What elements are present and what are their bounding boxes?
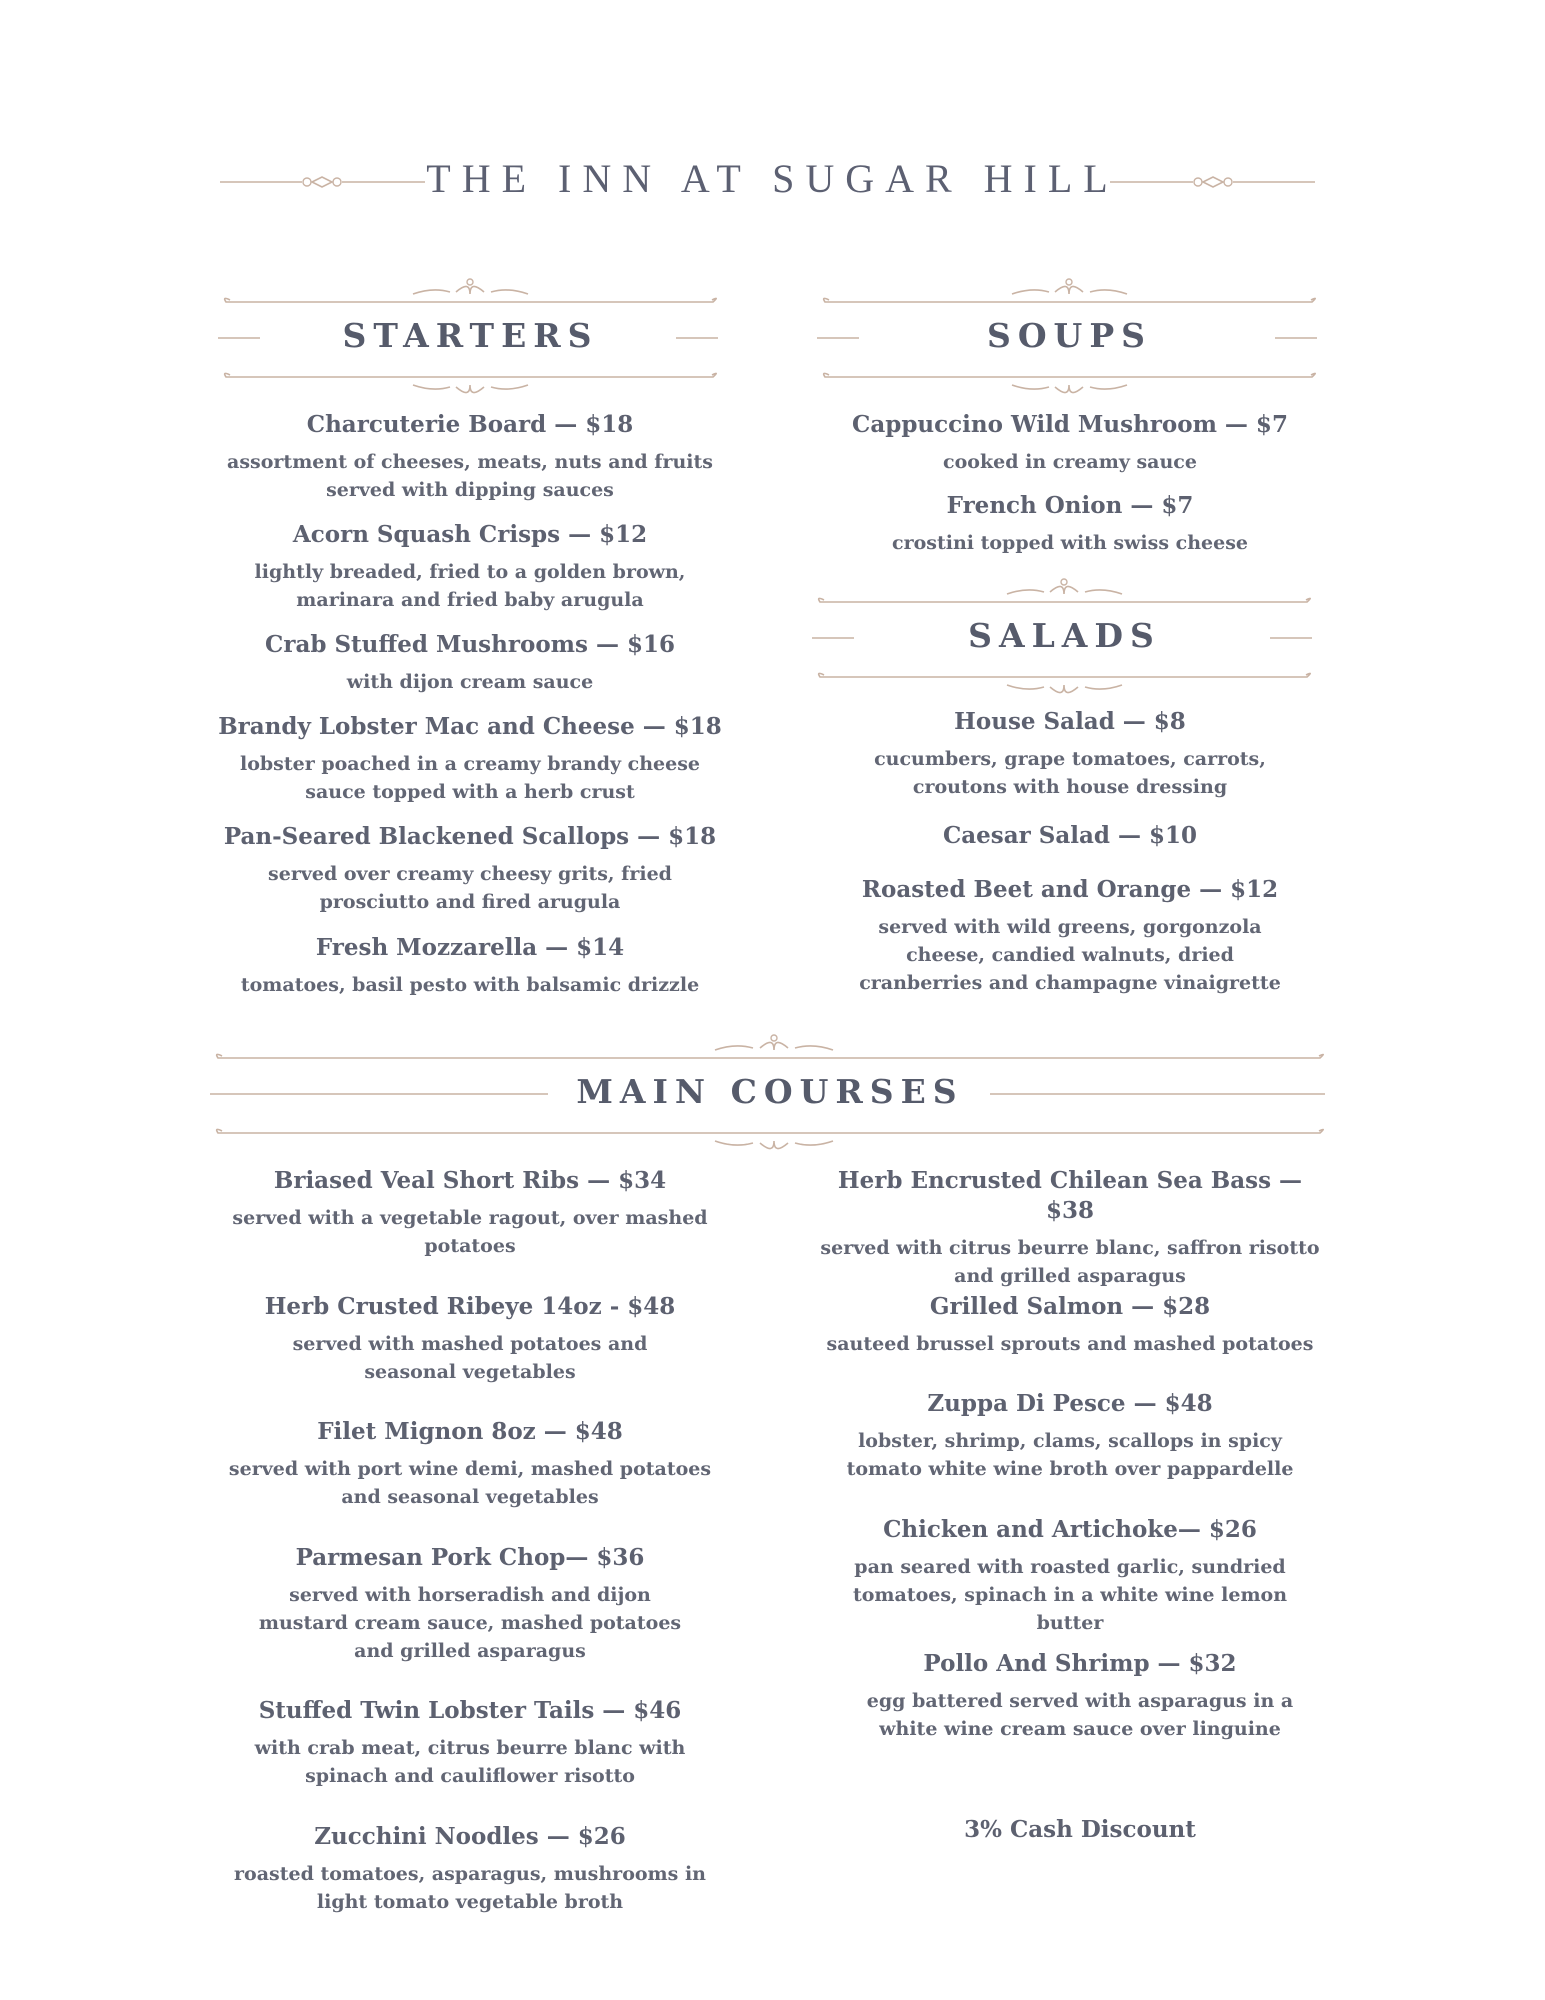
- item-description: assortment of cheeses, meats, nuts and fruits served with dipping sauces: [227, 451, 713, 501]
- item-description: served with port wine demi, mashed potatoes and seasonal vegetables: [228, 1458, 712, 1508]
- item-name: Zuppa Di Pesce — $48: [927, 1390, 1213, 1417]
- menu-item: [810, 491, 1330, 557]
- item-description: roasted tomatoes, asparagus, mushrooms in light tomato vegetable broth: [234, 1863, 706, 1913]
- item-name: Herb Crusted Ribeye 14oz - $48: [264, 1293, 676, 1320]
- menu-item: [210, 520, 730, 614]
- menu-item: [215, 1166, 725, 1260]
- menu-item: [215, 1543, 725, 1665]
- item-description: served with mashed potatoes and seasonal vegetables: [292, 1333, 648, 1383]
- menu-item: [810, 1292, 1330, 1358]
- item-description: served with horseradish and dijon mustard cream sauce, mashed potatoes and grilled asparagus: [258, 1584, 682, 1662]
- item-description: sauteed brussel sprouts and mashed potatoes: [826, 1333, 1314, 1355]
- item-description: pan seared with roasted garlic, sundried tomatoes, spinach in a white wine lemon butter: [852, 1556, 1288, 1634]
- menu-item: [810, 875, 1330, 997]
- menu-item: [820, 1649, 1340, 1743]
- menu-item: [215, 1292, 725, 1386]
- item-description: tomatoes, basil pesto with balsamic drizzle: [240, 974, 700, 996]
- menu-item: [215, 1417, 725, 1511]
- item-name: Acorn Squash Crisps — $12: [292, 521, 648, 548]
- item-name: French Onion — $7: [946, 492, 1194, 519]
- menu-item: [810, 1166, 1330, 1290]
- main-courses-heading: MAIN COURSES: [576, 1072, 964, 1111]
- title-right-flourish: [1110, 172, 1315, 192]
- item-name: House Salad — $8: [954, 708, 1186, 735]
- item-name: Herb Encrusted Chilean Sea Bass — $38: [837, 1167, 1303, 1224]
- item-description: lightly breaded, fried to a golden brown, marinara and fried baby arugula: [254, 561, 686, 611]
- item-description: served over creamy cheesy grits, fried prosciutto and fired arugula: [268, 863, 672, 913]
- menu-item: [810, 707, 1330, 801]
- item-name: Brandy Lobster Mac and Cheese — $18: [218, 713, 722, 740]
- menu-item: [810, 821, 1330, 851]
- item-description: served with a vegetable ragout, over mashed potatoes: [232, 1207, 708, 1257]
- salads-heading: SALADS: [968, 616, 1161, 655]
- item-description: egg battered served with asparagus in a white wine cream sauce over linguine: [866, 1690, 1294, 1740]
- item-name: Roasted Beet and Orange — $12: [861, 876, 1279, 903]
- soups-heading: SOUPS: [986, 316, 1152, 355]
- menu-item: [810, 1515, 1330, 1637]
- item-name: Parmesan Pork Chop— $36: [295, 1544, 645, 1571]
- item-name: Caesar Salad — $10: [942, 822, 1198, 849]
- item-description: lobster poached in a creamy brandy cheese sauce topped with a herb crust: [239, 753, 701, 803]
- item-name: Charcuterie Board — $18: [306, 411, 634, 438]
- menu-item: [810, 1389, 1330, 1483]
- item-name: Cappuccino Wild Mushroom — $7: [852, 411, 1288, 438]
- item-name: Pan-Seared Blackened Scallops — $18: [223, 823, 717, 850]
- item-name: Chicken and Artichoke— $26: [883, 1516, 1257, 1543]
- item-description: cucumbers, grape tomatoes, carrots, croutons with house dressing: [874, 748, 1266, 798]
- item-description: served with wild greens, gorgonzola cheese, candied walnuts, dried cranberries and champagne vinaigrette: [859, 916, 1281, 994]
- item-description: with crab meat, citrus beurre blanc with spinach and cauliflower risotto: [254, 1737, 686, 1787]
- menu-item: [210, 712, 730, 806]
- menu-item: [210, 410, 730, 504]
- item-name: Briased Veal Short Ribs — $34: [273, 1167, 667, 1194]
- page-title: THE INN AT SUGAR HILL: [426, 156, 1119, 201]
- cash-discount-note: 3% Cash Discount: [964, 1816, 1196, 1843]
- menu-item: [210, 822, 730, 916]
- item-name: Crab Stuffed Mushrooms — $16: [265, 631, 675, 658]
- menu-item: [810, 410, 1330, 476]
- starters-heading: STARTERS: [342, 316, 599, 355]
- item-description: with dijon cream sauce: [346, 671, 594, 693]
- item-name: Stuffed Twin Lobster Tails — $46: [258, 1697, 682, 1724]
- menu-item: [210, 630, 730, 696]
- item-name: Zucchini Noodles — $26: [314, 1823, 626, 1850]
- item-description: served with citrus beurre blanc, saffron risotto and grilled asparagus: [820, 1237, 1320, 1287]
- item-description: crostini topped with swiss cheese: [892, 532, 1248, 554]
- item-name: Filet Mignon 8oz — $48: [317, 1418, 623, 1445]
- item-description: lobster, shrimp, clams, scallops in spicy tomato white wine broth over pappardelle: [846, 1430, 1294, 1480]
- item-name: Pollo And Shrimp — $32: [923, 1650, 1237, 1677]
- menu-item: [215, 1822, 725, 1916]
- item-name: Grilled Salmon — $28: [929, 1293, 1211, 1320]
- menu-item: [215, 1696, 725, 1790]
- item-name: Fresh Mozzarella — $14: [315, 934, 625, 961]
- menu-item: [210, 933, 730, 999]
- item-description: cooked in creamy sauce: [943, 451, 1197, 473]
